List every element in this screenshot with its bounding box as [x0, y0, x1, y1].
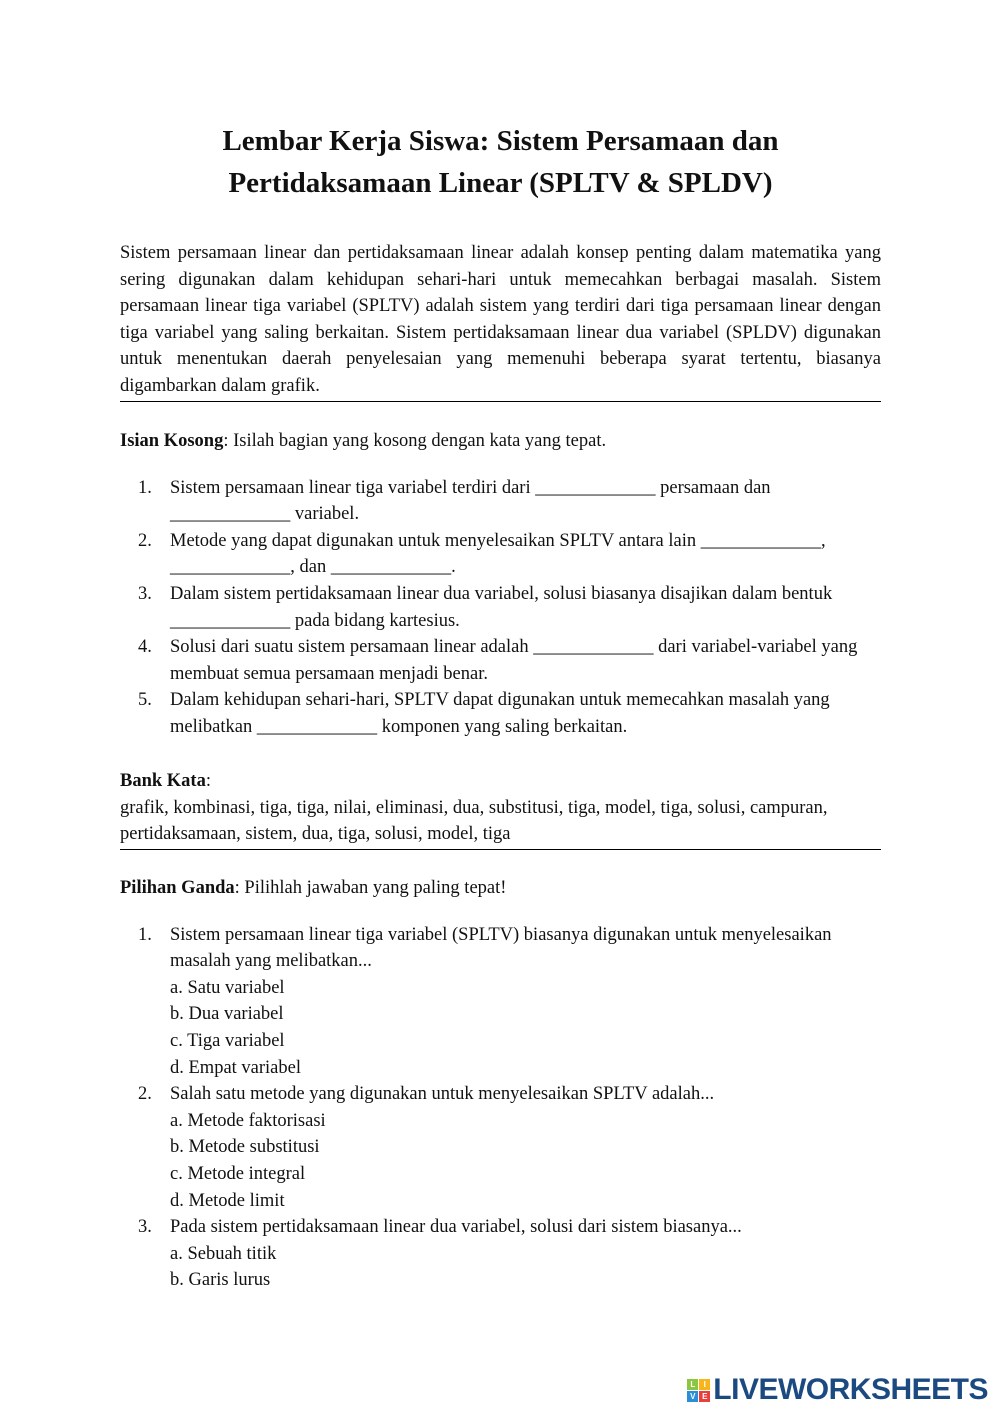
question-text: Salah satu metode yang digunakan untuk menyelesaikan SPLTV adalah...	[170, 1084, 715, 1105]
item-number: 5.	[138, 690, 152, 711]
item-text: Dalam sistem pertidaksamaan linear dua variabel, solusi biasanya disajikan dalam bentuk _____________ pada bidang kartesius.	[170, 583, 833, 631]
logo-tile: V	[687, 1391, 698, 1402]
section-instruction: : Isilah bagian yang kosong dengan kata yang tepat.	[223, 431, 607, 451]
word-bank-words: grafik, kombinasi, tiga, tiga, nilai, eliminasi, dua, substitusi, tiga, model, tiga, solusi, campuran, pertidaksamaan, sistem, dua, tiga, solusi, model, tiga	[120, 797, 828, 845]
page-title: Lembar Kerja Siswa: Sistem Persamaan dan Pertidaksamaan Linear (SPLTV & SPLDV)	[222, 125, 779, 199]
answer-option[interactable]: b. Dua variabel	[170, 1004, 284, 1025]
answer-option[interactable]: c. Metode integral	[170, 1163, 306, 1184]
section-heading: Isian Kosong	[120, 431, 224, 451]
answer-option[interactable]: c. Tiga variabel	[170, 1030, 285, 1051]
answer-option[interactable]: a. Satu variabel	[170, 977, 285, 998]
item-text: Metode yang dapat digunakan untuk menyelesaikan SPLTV antara lain _____________, _____________, dan _____________.	[170, 530, 826, 578]
item-number: 2.	[138, 1084, 152, 1105]
item-number: 2.	[138, 530, 152, 551]
fill-in-item	[120, 475, 881, 528]
fill-in-item	[120, 528, 881, 581]
section-heading: Bank Kata	[120, 771, 206, 791]
logo-tiles-icon	[687, 1379, 710, 1402]
item-number: 3.	[138, 1217, 152, 1238]
divider	[120, 849, 881, 850]
item-text: Solusi dari suatu sistem persamaan linear adalah _____________ dari variabel-variabel yang membuat semua persamaan menjadi benar.	[170, 637, 858, 684]
question-text: Pada sistem pertidaksamaan linear dua variabel, solusi dari sistem biasanya...	[170, 1217, 742, 1238]
logo-text: LIVEWORKSHEETS	[713, 1373, 988, 1406]
logo-tile: L	[687, 1379, 698, 1390]
item-number: 3.	[138, 583, 152, 604]
colon: :	[205, 771, 211, 791]
section-heading: Pilihan Ganda	[120, 878, 235, 898]
logo-tile: I	[699, 1379, 710, 1390]
answer-option[interactable]: b. Garis lurus	[170, 1270, 271, 1291]
fill-in-item	[120, 687, 881, 740]
intro-paragraph: Sistem persamaan linear dan pertidaksamaan linear adalah konsep penting dalam matematika yang sering digunakan dalam kehidupan sehari-hari untuk memecahkan berbagai masalah. Sistem persamaan linear tiga variabel (SPLTV) adalah sistem yang terdiri dari tiga persamaan linear dengan tiga variabel yang saling berkaitan. Sistem pertidaksamaan linear dua variabel (SPLDV) digunakan untuk menentukan daerah penyelesaian yang memenuhi beberapa syarat tertentu, biasanya digambarkan dalam grafik.	[120, 243, 881, 396]
item-number: 1.	[138, 477, 152, 498]
answer-option[interactable]: d. Empat variabel	[170, 1057, 301, 1078]
question-item	[120, 922, 881, 1082]
fill-in-item	[120, 581, 881, 634]
item-number: 1.	[138, 924, 152, 945]
question-item	[120, 1081, 881, 1214]
liveworksheets-logo	[687, 1373, 988, 1407]
logo-tile: E	[699, 1391, 710, 1402]
question-item	[120, 1214, 881, 1294]
question-text: Sistem persamaan linear tiga variabel (SPLTV) biasanya digunakan untuk menyelesaikan masalah yang melibatkan...	[170, 924, 832, 972]
answer-option[interactable]: a. Sebuah titik	[170, 1243, 277, 1264]
word-bank	[120, 768, 881, 848]
answer-option[interactable]: a. Metode faktorisasi	[170, 1110, 326, 1131]
fill-in-list	[120, 475, 881, 741]
fill-in-item	[120, 634, 881, 687]
section-instruction: : Pilihlah jawaban yang paling tepat!	[234, 878, 507, 898]
answer-option[interactable]: b. Metode substitusi	[170, 1137, 320, 1158]
multiple-choice-list	[120, 922, 881, 1294]
item-number: 4.	[138, 637, 152, 658]
item-text: Dalam kehidupan sehari-hari, SPLTV dapat digunakan untuk memecahkan masalah yang melibatkan _____________ komponen yang saling berkaitan.	[170, 690, 830, 737]
divider	[120, 401, 881, 402]
multiple-choice-section	[120, 875, 881, 1294]
fill-in-section	[120, 428, 881, 741]
item-text: Sistem persamaan linear tiga variabel terdiri dari _____________ persamaan dan _____________ variabel.	[170, 477, 771, 525]
answer-option[interactable]: d. Metode limit	[170, 1190, 285, 1211]
